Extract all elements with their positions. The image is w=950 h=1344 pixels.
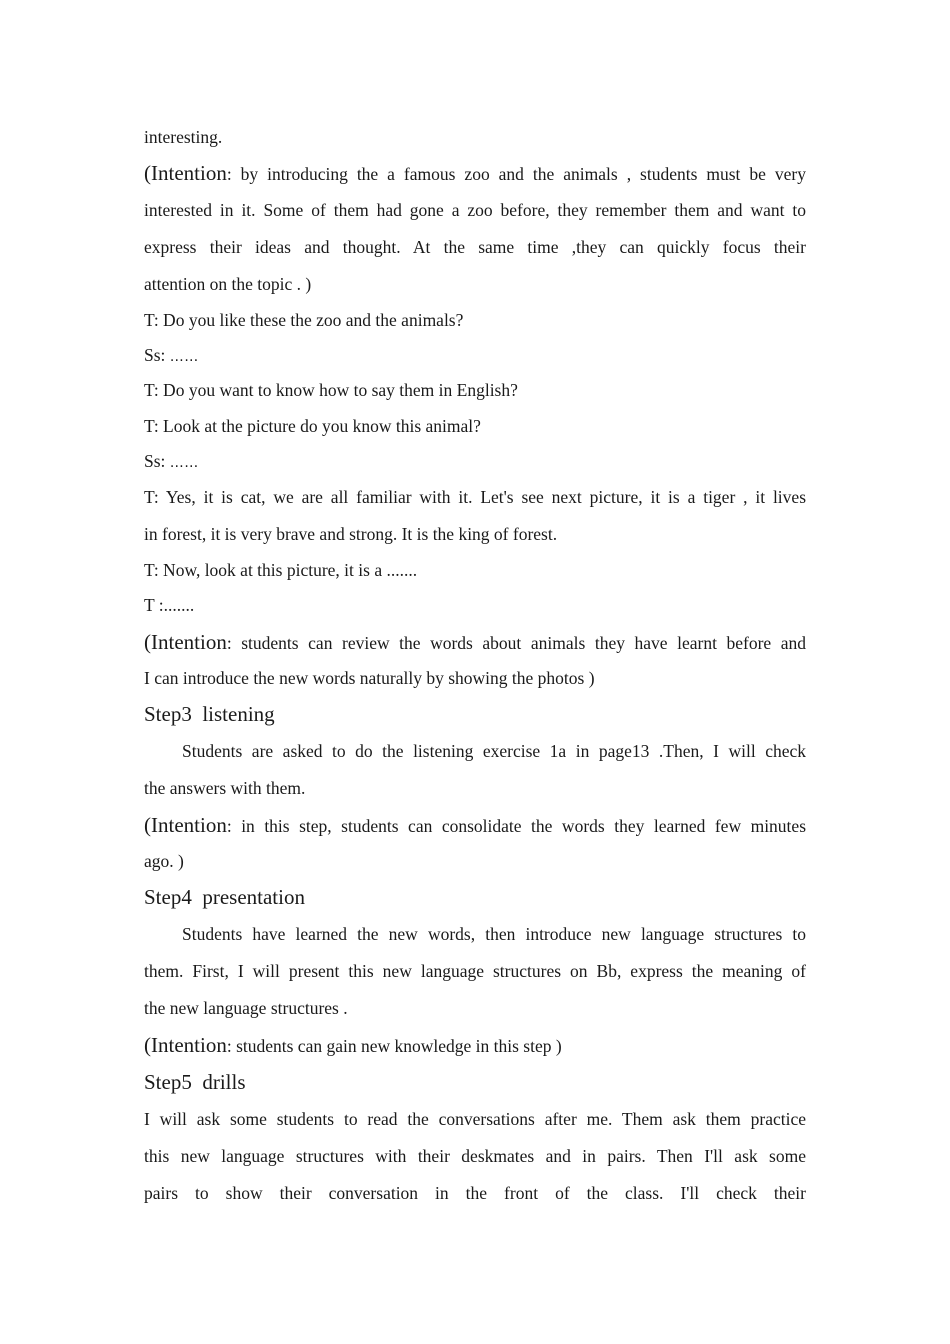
step-heading: Step5 drills [144,1070,246,1094]
paragraph-line: I will ask some students to read the conversations after me. Them ask them practice [144,1109,806,1129]
text-line: I can introduce the new words naturally by showing the photos ) [144,668,595,688]
intention-label: Intention [151,1033,227,1057]
dialogue-line: T: Do you want to know how to say them in English? [144,380,518,400]
text-line: pairs to show their conversation in the front of the class. I'll check their [144,1183,806,1203]
intention-note: (Intention: by introducing the a famous zoo and the animals , students must be very [144,161,806,185]
text-line: in forest, it is very brave and strong. It is the king of forest. [144,524,558,544]
intention-note: (Intention: in this step, students can consolidate the words they learned few minutes [144,813,806,837]
intention-label: Intention [151,813,227,837]
dialogue-line: T: Now, look at this picture, it is a ....... [144,560,418,580]
intention-label: Intention [151,630,227,654]
ellipsis: …… [169,349,199,365]
dialogue-line: T: Yes, it is cat, we are all familiar with it. Let's see next picture, it is a tiger , it lives [144,487,806,507]
intention-note: (Intention: students can review the words about animals they have learnt before and [144,630,806,654]
dialogue-line: Ss: …… [144,451,199,471]
text-line: them. First, I will present this new language structures on Bb, express the meaning of [144,961,806,981]
dialogue-line: Ss: …… [144,345,199,365]
text-line: interesting. [144,127,223,147]
text-line: the new language structures . [144,998,348,1018]
text-line: interested in it. Some of them had gone a zoo before, they remember them and want to [144,200,806,220]
intention-label: Intention [151,161,227,185]
intention-note: (Intention: students can gain new knowledge in this step ) [144,1033,562,1057]
dialogue-line: T: Look at the picture do you know this animal? [144,416,481,436]
paragraph-line: Students are asked to do the listening exercise 1a in page13 .Then, I will check [182,741,806,761]
dialogue-line: T: Do you like these the zoo and the animals? [144,310,464,330]
ellipsis: …… [169,455,199,471]
text-line: express their ideas and thought. At the same time ,they can quickly focus their [144,237,806,257]
text-line: this new language structures with their deskmates and in pairs. Then I'll ask some [144,1146,806,1166]
paragraph-line: Students have learned the new words, then introduce new language structures to [182,924,806,944]
text-line: the answers with them. [144,778,306,798]
text-line: ago. ) [144,851,184,871]
step-heading: Step4 presentation [144,885,305,909]
text-line: attention on the topic . ) [144,274,312,294]
step-heading: Step3 listening [144,702,275,726]
dialogue-line: T :....... [144,595,195,615]
